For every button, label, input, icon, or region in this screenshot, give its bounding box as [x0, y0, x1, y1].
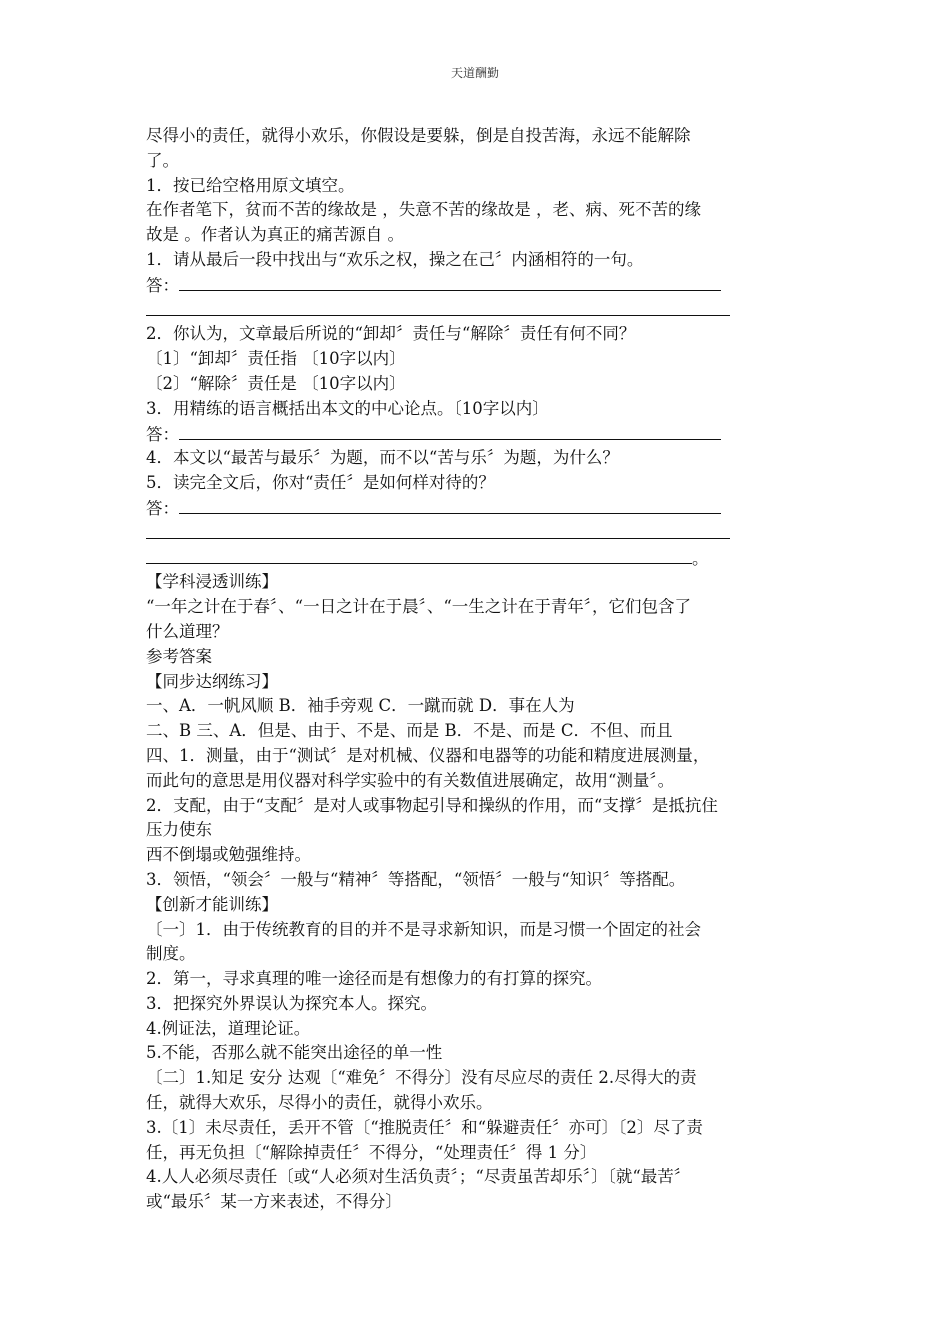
answer-label: 答：	[146, 275, 179, 295]
answer-line	[146, 422, 814, 447]
text-line: 什么道理？	[146, 621, 229, 641]
question-line: 2．你认为，文章最后所说的“卸却〞责任与“解除〞责任有何不同？	[146, 324, 636, 344]
text-line: 而此句的意思是用仪器对科学实验中的有关数值进展确定，故用“测量〞。	[146, 770, 675, 790]
section-heading: 【学科浸透训练】	[146, 572, 278, 592]
answer-blank[interactable]	[146, 298, 730, 316]
question-line: 1．请从最后一段中找出与“欢乐之权，操之在己〞内涵相符的一句。	[146, 249, 644, 269]
answer-blank[interactable]	[146, 546, 692, 564]
text-line: 3．领悟，“领会〞一般与“精神〞等搭配，“领悟〞一般与“知识〞等搭配。	[146, 869, 686, 889]
question-1-heading: 1．按已给空格用原文填空。	[146, 175, 355, 195]
text-line: 任，就得大欢乐，尽得小的责任，就得小欢乐。	[146, 1093, 493, 1113]
text-line: 压力使东	[146, 820, 212, 840]
text-line: 了。	[146, 150, 179, 170]
text-line: 尽得小的责任，就得小欢乐，你假设是要躲，倒是自投苦海，永远不能解除	[146, 126, 691, 145]
answer-blank[interactable]	[146, 521, 730, 539]
text-line: 在作者笔下，贫而不苦的缘故是 ，失意不苦的缘故是 ，老、病、死不苦的缘	[146, 200, 701, 220]
text-line: 5.不能，否那么就不能突出途径的单一性	[146, 1043, 443, 1063]
text-line: “一年之计在于春〞、“一日之计在于晨〞、“一生之计在于青年〞，它们包含了	[146, 597, 692, 617]
document-body	[146, 124, 814, 1215]
text-line: 四、1．测量，由于“测试〞是对机械、仪器和电器等的功能和精度进展测量，	[146, 745, 710, 765]
answer-blank[interactable]	[179, 422, 721, 440]
period-mark: 。	[692, 548, 709, 568]
page-header: 天道酬勤	[450, 66, 499, 80]
text-line: 4.例证法，道理论证。	[146, 1018, 311, 1038]
text-line: 〔一〕1．由于传统教育的目的并不是寻求新知识，而是习惯一个固定的社会	[146, 919, 701, 939]
text-line: 〔二〕1.知足 安分 达观〔“难免〞不得分〕没有尽应尽的责任 2.尽得大的责	[146, 1068, 697, 1088]
text-line: 2．支配，由于“支配〞是对人或事物起引导和操纵的作用，而“支撑〞是抵抗住	[146, 795, 718, 815]
question-line: 3．用精练的语言概括出本文的中心论点。〔10字以内〕	[146, 398, 549, 418]
section-heading: 【创新才能训练】	[146, 894, 278, 914]
text-line: 〔1〕“卸却〞责任指 〔10字以内〕	[146, 349, 406, 369]
answer-continuation-line	[146, 521, 814, 546]
answer-line	[146, 496, 814, 521]
answer-label: 答：	[146, 498, 179, 518]
answer-line	[146, 273, 814, 298]
answer-blank[interactable]	[179, 496, 721, 514]
text-line: 3.〔1〕未尽责任，丢开不管〔“推脱责任〞和“躲避责任〞亦可〕〔2〕尽了责	[146, 1117, 703, 1137]
section-heading: 参考答案	[146, 646, 212, 666]
question-line: 4．本文以“最苦与最乐〞为题，而不以“苦与乐〞为题，为什么？	[146, 448, 619, 468]
answer-label: 答：	[146, 424, 179, 444]
text-line: 或“最乐〞某一方来表述，不得分〕	[146, 1192, 402, 1212]
question-line: 5．读完全文后，你对“责任〞是如何样对待的？	[146, 473, 495, 493]
text-line: 制度。	[146, 944, 196, 964]
section-heading: 【同步达纲练习】	[146, 671, 278, 691]
text-line: 一、A．一帆风顺 B．袖手旁观 C．一蹴而就 D．事在人为	[146, 696, 575, 716]
text-line: 任，再无负担〔“解除掉责任〞不得分，“处理责任〞得 1 分〕	[146, 1142, 597, 1162]
text-line: 3．把探究外界误认为探究本人。探究。	[146, 993, 437, 1013]
text-line: 4.人人必须尽责任〔或“人必须对生活负责〞；“尽责虽苦却乐〞〕〔就“最苦〞	[146, 1167, 691, 1187]
answer-continuation-line	[146, 298, 814, 323]
text-line: 〔2〕“解除〞责任是 〔10字以内〕	[146, 373, 406, 393]
text-line: 西不倒塌或勉强维持。	[146, 845, 311, 865]
answer-continuation-line	[146, 546, 814, 571]
text-line: 2．第一，寻求真理的唯一途径而是有想像力的有打算的探究。	[146, 969, 602, 989]
text-line: 故是 。作者认为真正的痛苦源自 。	[146, 225, 404, 245]
answer-blank[interactable]	[179, 273, 721, 291]
text-line: 二、B 三、A．但是、由于、不是、而是 B．不是、而是 C．不但、而且	[146, 721, 673, 741]
